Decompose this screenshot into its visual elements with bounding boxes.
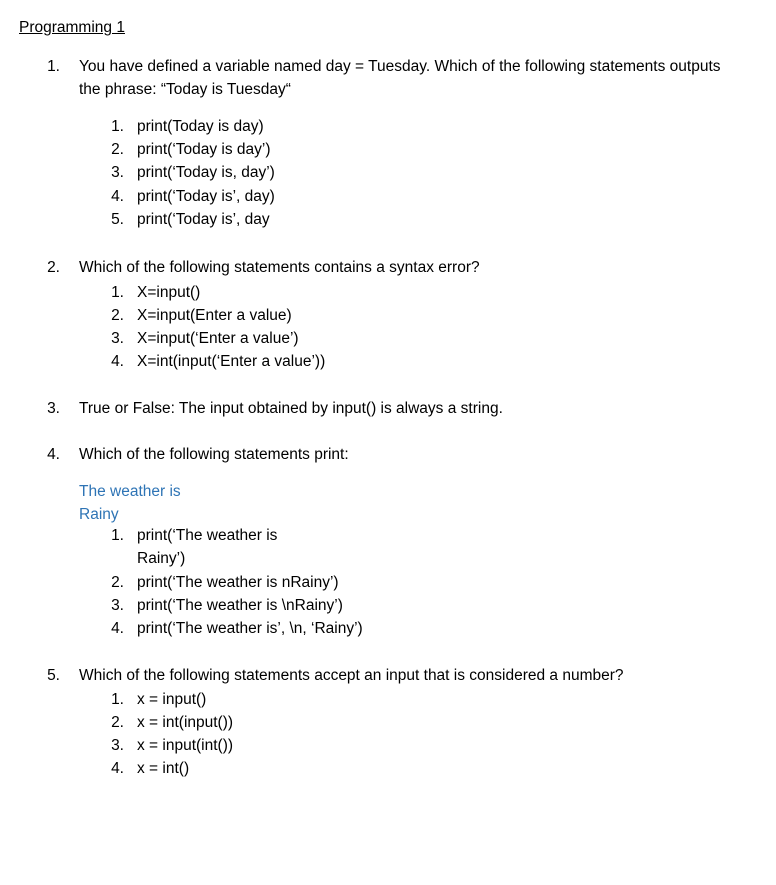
question-4-text: Which of the following statements print: (79, 446, 349, 463)
question-3-text: True or False: The input obtained by input() is always a string. (79, 400, 503, 417)
q2-option-number: 1. (111, 284, 124, 301)
q1-option-number: 2. (111, 141, 124, 158)
question-1-text: You have defined a variable named day = Tuesday. Which of the following statements outputs (79, 58, 721, 75)
q2-option-number: 3. (111, 330, 124, 347)
q2-option-number: 2. (111, 307, 124, 324)
q4-option-text: print(‘The weather is’, \n, ‘Rainy’) (137, 620, 363, 637)
question-5-number: 5. (47, 667, 60, 684)
question-2-number: 2. (47, 259, 60, 276)
q5-option-number: 4. (111, 760, 124, 777)
q1-option-number: 5. (111, 211, 124, 228)
q5-option-number: 1. (111, 691, 124, 708)
q1-option-text: print(‘Today is day’) (137, 141, 271, 158)
q4-option-number: 3. (111, 597, 124, 614)
q1-option-text: print(‘Today is’, day (137, 211, 270, 228)
q2-option-text: X=input(Enter a value) (137, 307, 292, 324)
q4-option-number: 1. (111, 527, 124, 544)
q5-option-text: x = input(int()) (137, 737, 234, 754)
q1-option-text: print(‘Today is, day’) (137, 164, 275, 181)
q1-option-number: 3. (111, 164, 124, 181)
question-3-number: 3. (47, 400, 60, 417)
sample-output-line1: The weather is (79, 483, 181, 500)
sample-output-line2: Rainy (79, 506, 119, 523)
q2-option-number: 4. (111, 353, 124, 370)
q1-option-number: 1. (111, 118, 124, 135)
document-title: Programming 1 (19, 19, 125, 36)
question-5-text: Which of the following statements accept an input that is considered a number? (79, 667, 624, 684)
q4-option-text: print(‘The weather is \nRainy’) (137, 597, 343, 614)
q2-option-text: X=int(input(‘Enter a value’)) (137, 353, 326, 370)
q4-option-number: 2. (111, 574, 124, 591)
q2-option-text: X=input() (137, 284, 201, 301)
question-1-number: 1. (47, 58, 60, 75)
q5-option-text: x = int(input()) (137, 714, 234, 731)
q4-option-text: print(‘The weather is (137, 527, 278, 544)
q5-option-text: x = int() (137, 760, 190, 777)
q4-option-text: print(‘The weather is nRainy’) (137, 574, 339, 591)
q5-option-number: 2. (111, 714, 124, 731)
question-4-number: 4. (47, 446, 60, 463)
q5-option-text: x = input() (137, 691, 207, 708)
q4-option-number: 4. (111, 620, 124, 637)
question-2-text: Which of the following statements contains a syntax error? (79, 259, 480, 276)
q4-option-text-line2: Rainy’) (137, 550, 186, 567)
q1-option-text: print(‘Today is’, day) (137, 188, 275, 205)
q1-option-number: 4. (111, 188, 124, 205)
q2-option-text: X=input(‘Enter a value’) (137, 330, 299, 347)
q5-option-number: 3. (111, 737, 124, 754)
q1-option-text: print(Today is day) (137, 118, 264, 135)
question-1-text-line2: the phrase: “Today is Tuesday“ (79, 81, 291, 98)
